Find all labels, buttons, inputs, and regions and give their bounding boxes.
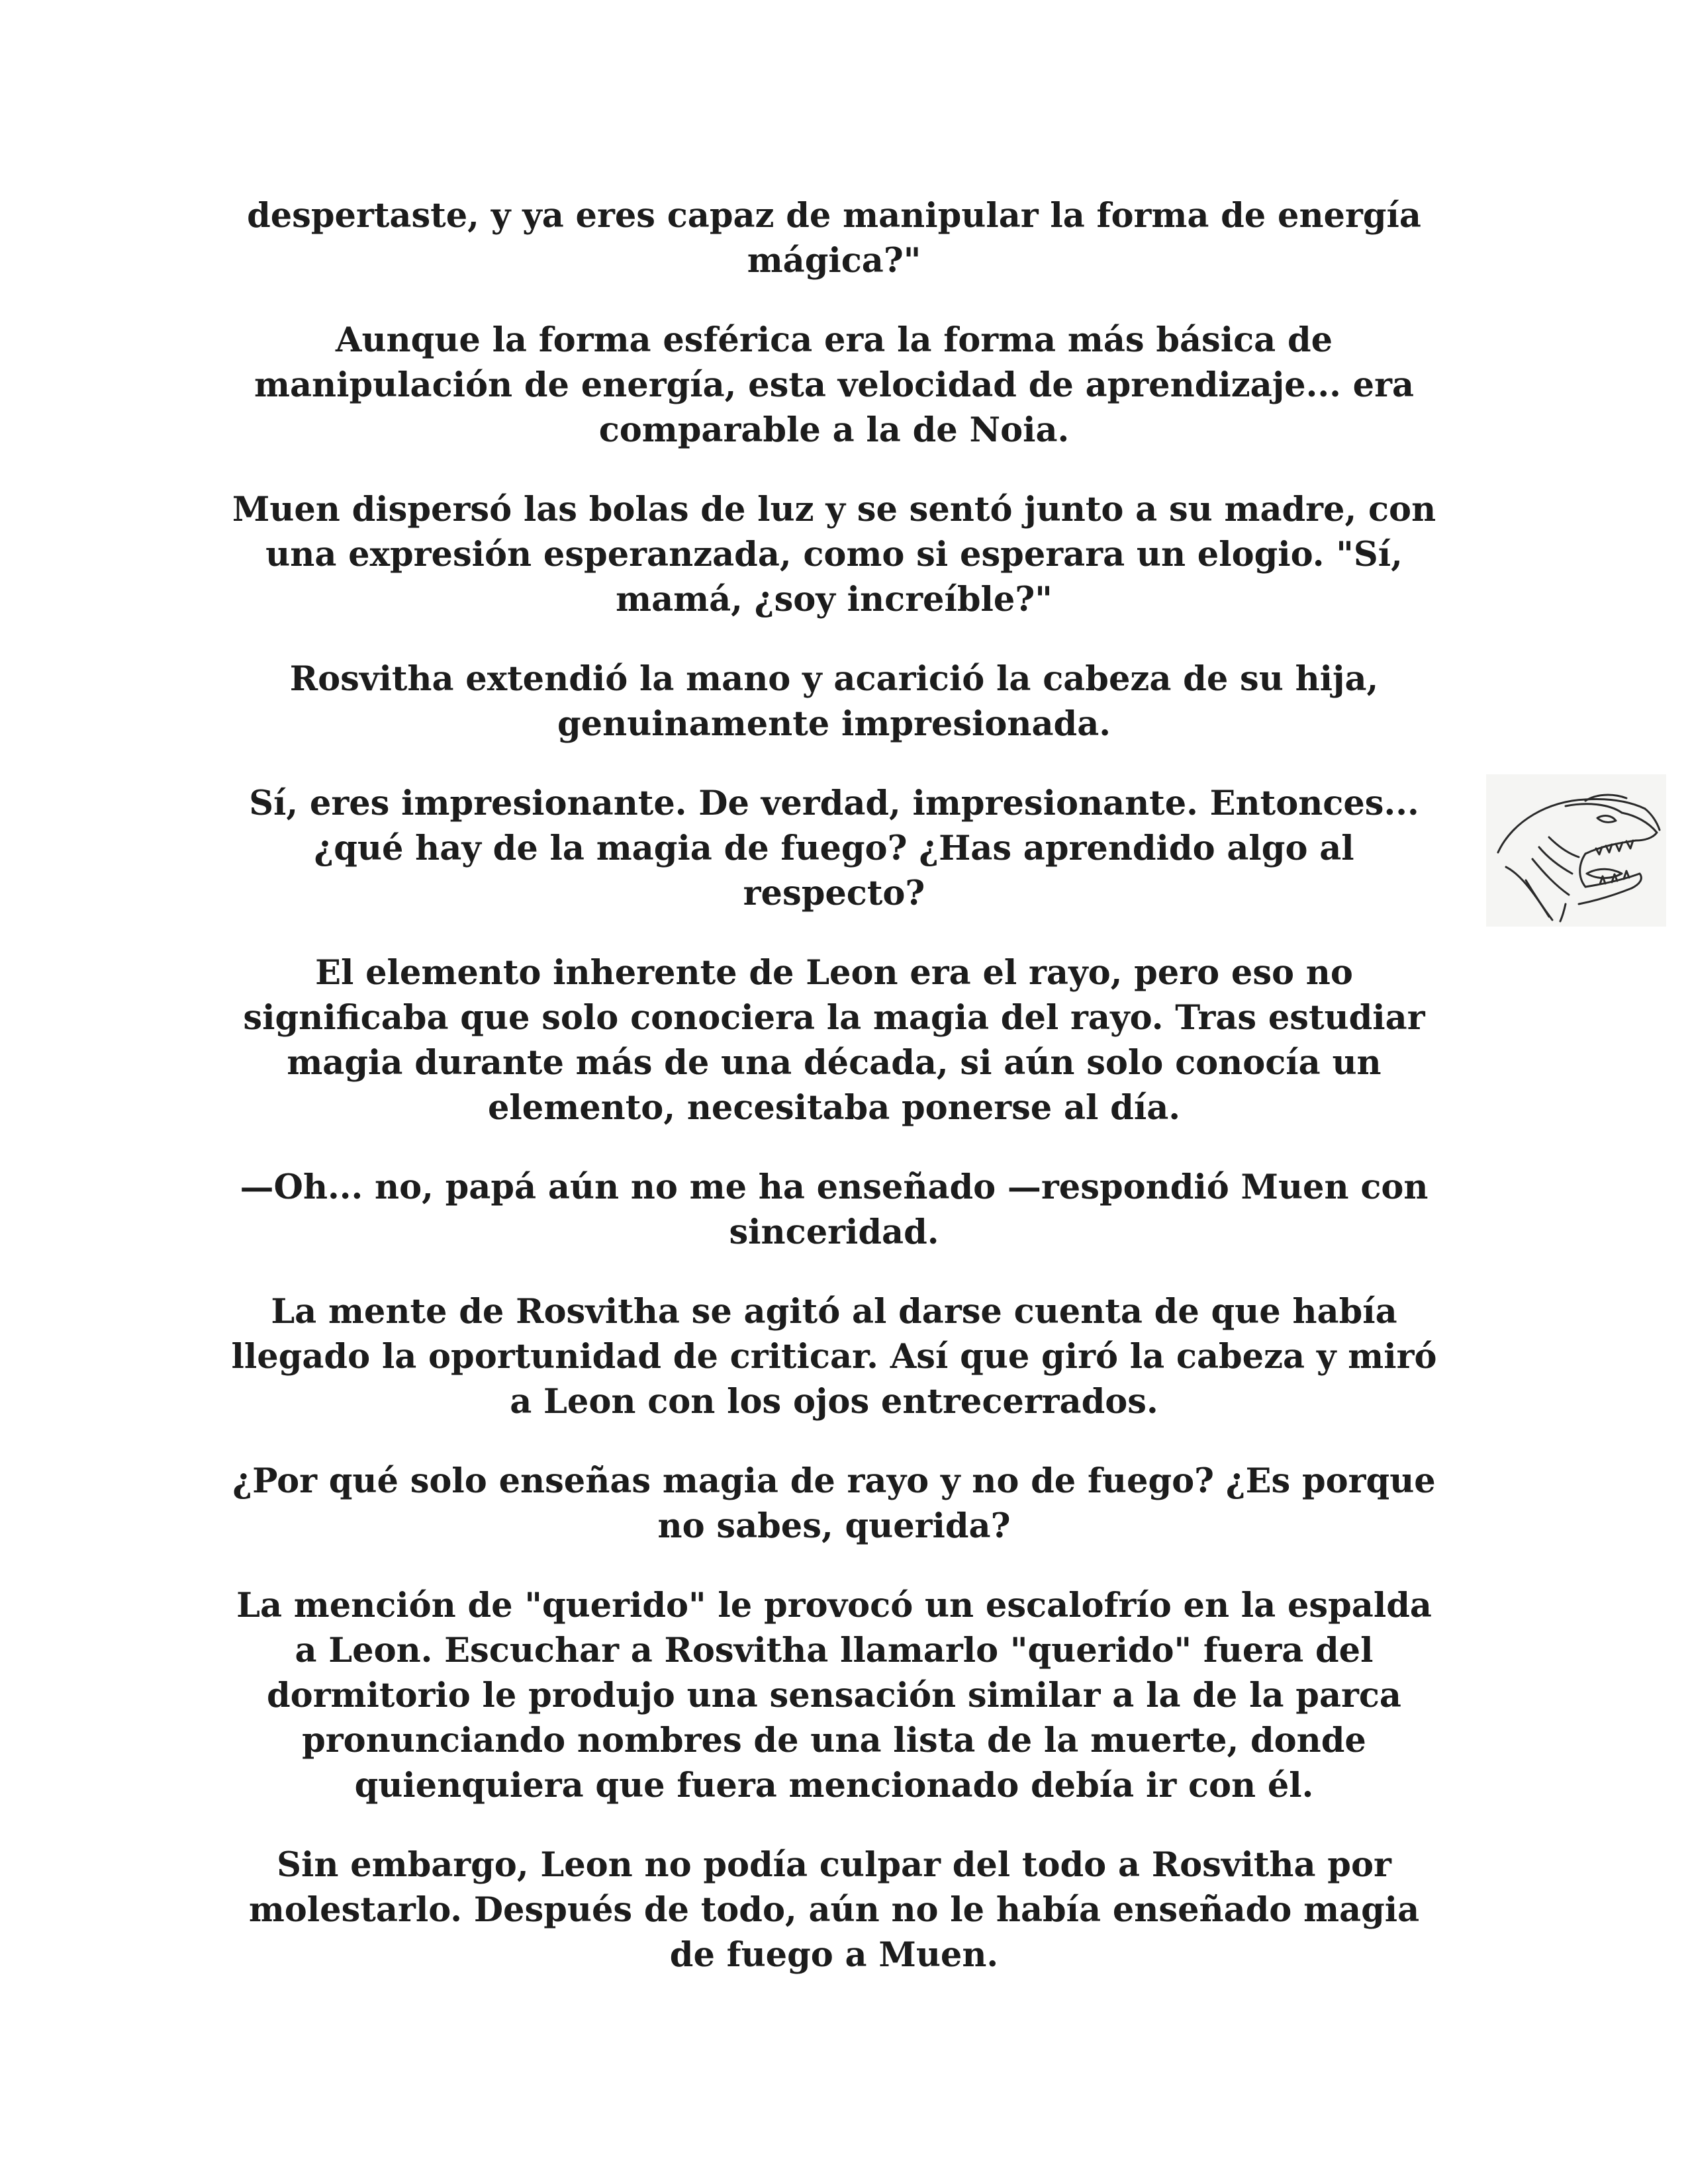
paragraph-5: Sí, eres impresionante. De verdad, impresionante. Entonces... ¿qué hay de la magia de fuego? ¿Has aprendido algo al respecto?	[249, 784, 1419, 913]
paragraph-9: ¿Por qué solo enseñas magia de rayo y no de fuego? ¿Es porque no sabes, querida?	[232, 1461, 1436, 1546]
dragon-head-sketch-icon	[1486, 774, 1666, 927]
paragraph-10: La mención de "querido" le provocó un escalofrío en la espalda a Leon. Escuchar a Rosvitha llamarlo "querido" fuera del dormitorio le produjo una sensación similar a la de la parca pronunciando nombres de una lista de la muerte, donde quienquiera que fuera mencionado debía ir con él.	[236, 1586, 1432, 1805]
paragraph-7: —Oh... no, papá aún no me ha enseñado —respondió Muen con sinceridad.	[240, 1167, 1429, 1252]
paragraph-1: despertaste, y ya eres capaz de manipular la forma de energía mágica?"	[247, 196, 1421, 281]
paragraph-2: Aunque la forma esférica era la forma más básica de manipulación de energía, esta velocidad de aprendizaje... era comparable a la de Noia.	[254, 320, 1415, 450]
paragraph-11: Sin embargo, Leon no podía culpar del todo a Rosvitha por molestarlo. Después de todo, aún no le había enseñado magia de fuego a Muen.	[248, 1845, 1420, 1975]
paragraph-4: Rosvitha extendió la mano y acarició la cabeza de su hija, genuinamente impresionada.	[289, 659, 1379, 744]
paragraph-3: Muen dispersó las bolas de luz y se sentó junto a su madre, con una expresión esperanzada, como si esperara un elogio. "Sí, mamá, ¿soy increíble?"	[232, 490, 1436, 619]
paragraph-6: El elemento inherente de Leon era el rayo, pero eso no significaba que solo conociera la magia del rayo. Tras estudiar magia durante más de una década, si aún solo conocía un elemento, necesitaba ponerse al día.	[243, 953, 1425, 1128]
paragraph-8: La mente de Rosvitha se agitó al darse cuenta de que había llegado la oportunidad de criticar. Así que giró la cabeza y miró a Leon con los ojos entrecerrados.	[231, 1292, 1437, 1422]
body-text	[225, 193, 1443, 2012]
